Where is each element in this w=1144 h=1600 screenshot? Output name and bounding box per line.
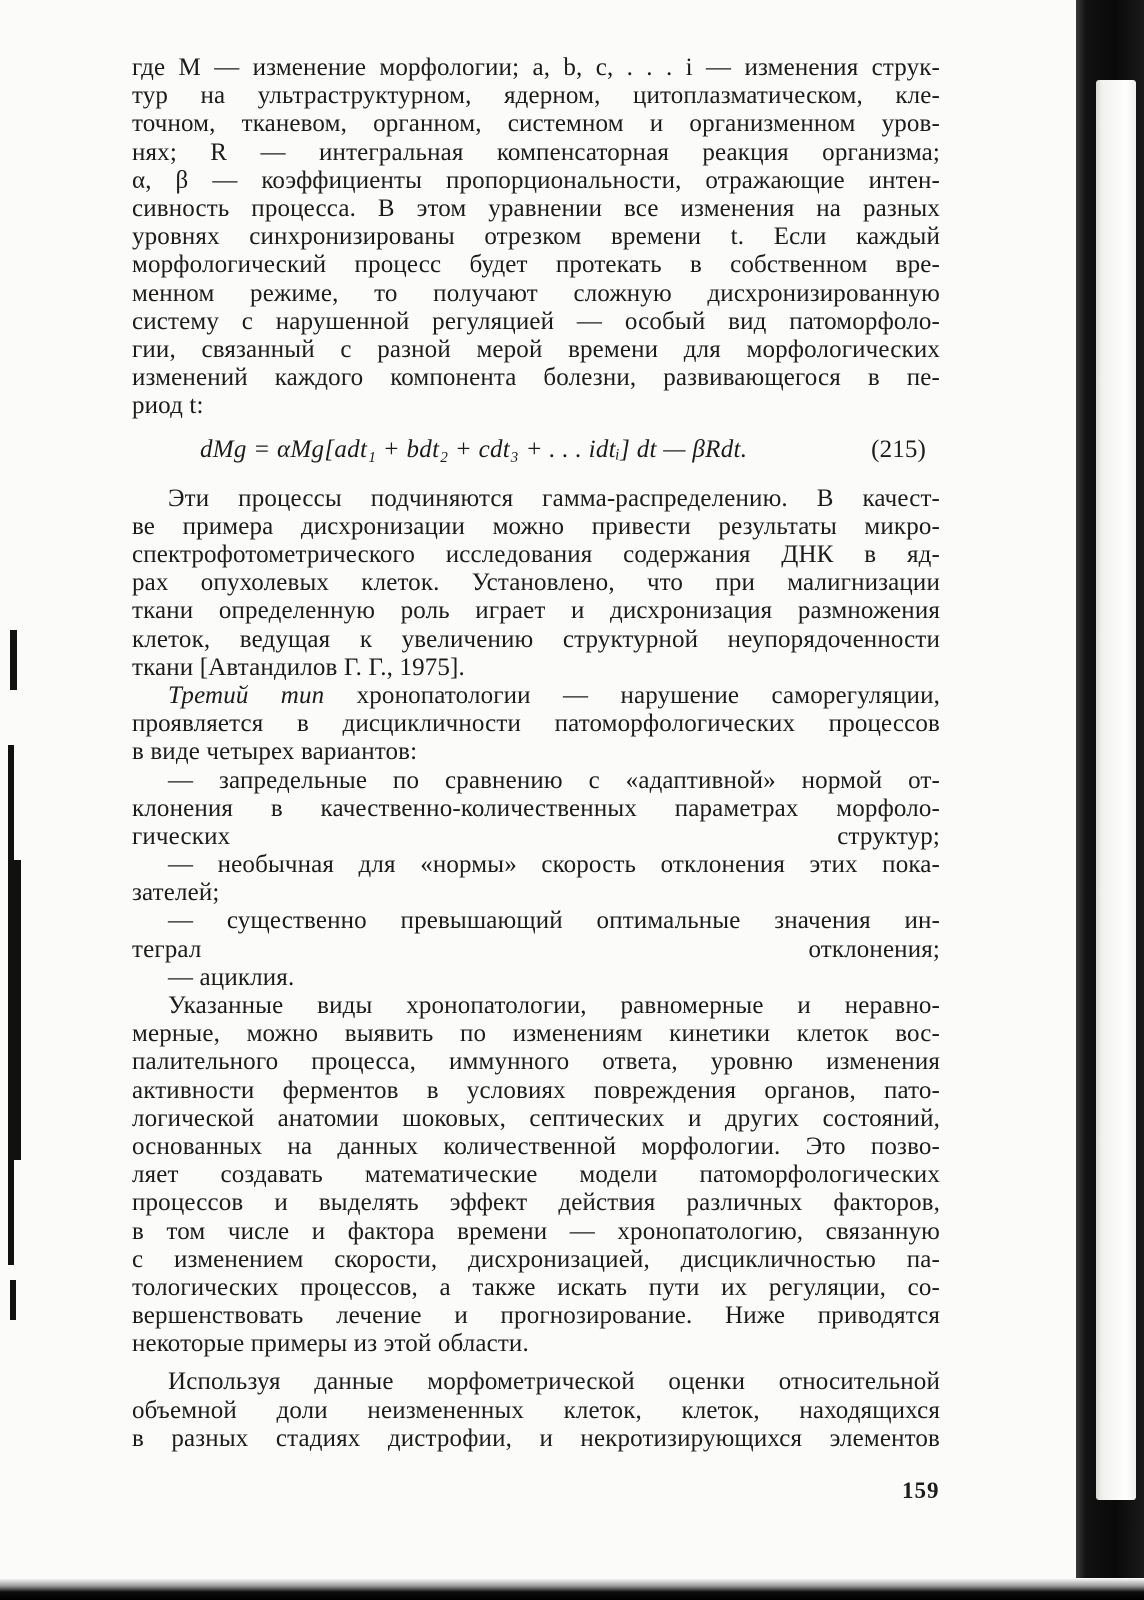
text-line: зателей; (132, 879, 220, 907)
text-line: изменений каждого компонента болезни, развивающегося в пе- (132, 364, 940, 392)
text-line: гических структур; (132, 822, 940, 850)
binding-mark (10, 1280, 16, 1320)
text-line: морфологический процесс будет протекать в собственном вре- (132, 251, 940, 279)
paragraph-4 (132, 992, 940, 1358)
scan-edge-right-highlight (1096, 80, 1136, 1500)
variants-list (132, 767, 940, 993)
text-line: тологических процессов, а также искать пути их регуляции, со- (132, 1273, 940, 1301)
text-line: ткани определенную роль играет и дисхронизация размножения (132, 597, 940, 625)
text-line: ляет создавать математические модели патоморфологических (132, 1161, 940, 1189)
text-line: в том числе и фактора времени — хронопатологию, связанную (132, 1217, 940, 1245)
text-line: систему с нарушенной регуляцией — особый вид патоморфоло- (132, 307, 940, 335)
text-line: палительного процесса, иммунного ответа, уровню изменения (132, 1048, 940, 1076)
binding-mark (12, 860, 21, 1160)
text-line: Указанные виды хронопатологии, равномерные и неравно- (168, 992, 940, 1020)
equation-expression: dMg = αMg[adt₁ + bdt₂ + cdt₃ + . . . idtᵢ] dt — βRdt. (200, 436, 748, 464)
text-span: хронопатологии — нарушение саморегуляции, (324, 681, 941, 709)
body-text (132, 54, 940, 1453)
text-line: объемной доли неизмененных клеток, клеток, находящихся (132, 1396, 940, 1424)
text-line: клонения в качественно-количественных параметрах морфоло- (132, 794, 940, 822)
scan-edge-bottom (0, 1578, 1144, 1600)
text-line: логической анатомии шоковых, септических и других состояний, (132, 1104, 940, 1132)
text-line: вершенствовать лечение и прогнозирование. Ниже приводятся (132, 1302, 940, 1330)
paragraph-5 (132, 1368, 940, 1453)
text-line: клеток, ведущая к увеличению структурной неупорядоченности (132, 625, 940, 653)
italic-term: Третий тип (168, 681, 325, 709)
text-line: некоторые примеры из этой области. (132, 1330, 529, 1358)
text-line: уровнях синхронизированы отрезком времени t. Если каждый (132, 223, 940, 251)
binding-mark (10, 630, 17, 690)
text-line: нях; R — интегральная компенсаторная реакция организма; (132, 138, 940, 166)
paragraph-1 (132, 54, 940, 420)
text-line: Используя данные морфометрической оценки относительной (168, 1368, 940, 1396)
paragraph-3 (132, 682, 940, 767)
scan-edge-right (1076, 0, 1144, 1600)
text-line: активности ферментов в условиях повреждения органов, пато- (132, 1076, 940, 1104)
equation-215 (132, 436, 940, 464)
text-line: тур на ультраструктурном, ядерном, цитоплазматическом, кле- (132, 82, 940, 110)
equation-number: (215) (871, 436, 926, 464)
text-line: — необычная для «нормы» скорость отклонения этих пока- (168, 851, 940, 879)
page-number: 159 (902, 1478, 940, 1503)
text-line: α, β — коэффициенты пропорциональности, отражающие интен- (132, 166, 940, 194)
text-line: риод t: (132, 392, 204, 420)
text-line: в разных стадиях дистрофии, и некротизирующихся элементов (132, 1424, 940, 1452)
text-line: ткани [Автандилов Г. Г., 1975]. (132, 653, 465, 681)
text-line: где М — изменение морфологии; a, b, c, . . . i — изменения струк- (132, 54, 940, 81)
text-line: теграл отклонения; (132, 935, 940, 963)
text-line: — ациклия. (168, 963, 295, 991)
text-line: менном режиме, то получают сложную дисхронизированную (132, 279, 940, 307)
text-line: сивность процесса. В этом уравнении все изменения на разных (132, 194, 940, 222)
text-line: — запредельные по сравнению с «адаптивной» нормой от- (168, 766, 940, 794)
text-line: спектрофотометрического исследования содержания ДНК в яд- (132, 541, 940, 569)
text-line: Эти процессы подчиняются гамма-распределению. В качест- (168, 484, 940, 512)
text-line: — существенно превышающий оптимальные значения ин- (168, 907, 940, 935)
text-line: в виде четырех вариантов: (132, 738, 418, 766)
text-line: точном, тканевом, органном, системном и организменном уров- (132, 110, 940, 138)
text-line: основанных на данных количественной морфологии. Это позво- (132, 1132, 940, 1160)
text-line (132, 682, 940, 710)
text-line: мерные, можно выявить по изменениям кинетики клеток вос- (132, 1020, 940, 1048)
text-line: процессов и выделять эффект действия различных факторов, (132, 1189, 940, 1217)
text-line: гии, связанный с разной мерой времени для морфологических (132, 335, 940, 363)
text-line: проявляется в дисцикличности патоморфологических процессов (132, 710, 940, 738)
text-line: с изменением скорости, дисхронизацией, дисцикличностью па- (132, 1245, 940, 1273)
text-line: ве примера дисхронизации можно привести результаты микро- (132, 512, 940, 540)
paragraph-2 (132, 485, 940, 682)
text-line: рах опухолевых клеток. Установлено, что при малигнизации (132, 569, 940, 597)
